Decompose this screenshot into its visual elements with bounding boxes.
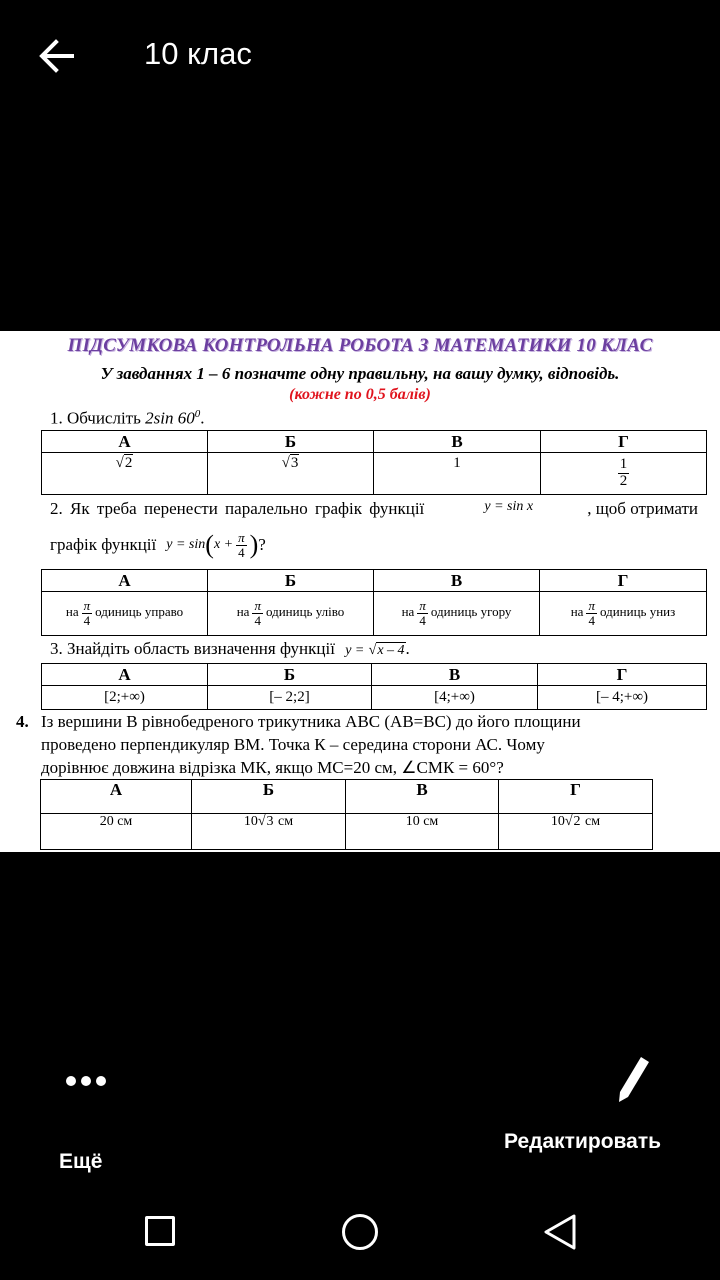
answer-b: √3 <box>208 453 374 495</box>
circle-icon[interactable] <box>342 1214 378 1250</box>
square-icon[interactable] <box>145 1216 175 1246</box>
answer-a: √2 <box>42 453 208 495</box>
answer-3a: [2;+∞) <box>42 686 208 710</box>
top-app-bar <box>0 0 720 112</box>
question-4-number: 4. <box>16 712 29 731</box>
pencil-icon <box>615 1055 651 1105</box>
photo-document <box>0 331 720 852</box>
answer-2d: на $\frac{\pi}{4}$ одиниць униз <box>540 592 707 636</box>
instruction-text: У завданнях 1 – 6 позначте одну правильну, на вашу думку, відповідь. <box>100 364 620 383</box>
header-a: А <box>42 431 208 453</box>
edit-label: Редактировать <box>504 1130 662 1153</box>
answer-3c: [4;+∞) <box>372 686 538 710</box>
question-3: 3. Знайдіть область визначення функції y = √x – 4. <box>50 639 410 658</box>
answer-2b: на $\frac{\pi}{4}$ одиниць уліво <box>208 592 374 636</box>
more-dots-icon <box>65 1075 107 1087</box>
answers-table-1 <box>41 430 707 495</box>
more-button[interactable] <box>40 1060 130 1173</box>
answer-4a: 20 см <box>41 814 192 850</box>
answer-4c: 10 см <box>346 814 499 850</box>
header-b: Б <box>208 431 374 453</box>
answer-d: $\frac{1}{2}$ <box>541 453 707 495</box>
system-navigation-bar <box>0 1184 720 1280</box>
question-4-line-1: Із вершини В рівнобедреного трикутника АВС (АВ=ВС) до його площини <box>41 712 581 731</box>
screen-title: 10 клас <box>144 36 252 71</box>
answer-c: 1 <box>374 453 541 495</box>
answer-4b: 10√3 см <box>192 814 346 850</box>
answers-table-3: А Б В Г [2;+∞) [– 2;2] [4;+∞) [– 4;+∞) <box>41 663 707 710</box>
answer-3d: [– 4;+∞) <box>538 686 707 710</box>
points-note: (кожне по 0,5 балів) <box>289 386 431 403</box>
back-button[interactable] <box>30 30 82 82</box>
document-title: ПІДСУМКОВА КОНТРОЛЬНА РОБОТА З МАТЕМАТИКИ 10 КЛАС <box>67 335 653 356</box>
header-d: Г <box>541 431 707 453</box>
arrow-left-icon <box>30 30 82 82</box>
question-2-line-1: 2. Як треба перенести паралельно графік функції y = sin x , щоб отримати <box>50 499 698 518</box>
answers-table-2: А Б В Г на $\frac{\pi}{4}$ одиниць управо на $\frac{\pi}{4}$ одиниць уліво на $\frac{\pi}{4}$ одиниць угору на $\frac{\pi}{4}$ одиниць униз <box>41 569 707 636</box>
answer-4d: 10√2 см <box>499 814 653 850</box>
answers-table-4: А Б В Г 20 см 10√3 см 10 см 10√2 см <box>40 779 653 850</box>
more-label: Ещё <box>59 1150 103 1173</box>
bottom-action-bar <box>0 1040 720 1173</box>
triangle-back-icon[interactable] <box>540 1212 580 1252</box>
header-c: В <box>374 431 541 453</box>
question-4-line-2: проведено перпендикуляр ВМ. Точка К – середина сторони АС. Чому <box>41 735 545 754</box>
answer-2c: на $\frac{\pi}{4}$ одиниць угору <box>374 592 540 636</box>
edit-button[interactable] <box>495 1055 695 1165</box>
answer-3b: [– 2;2] <box>208 686 372 710</box>
question-4-line-3: дорівнює довжина відрізка МК, якщо МС=20 см, ∠СМК = 60°? <box>41 758 504 777</box>
answer-2a: на $\frac{\pi}{4}$ одиниць управо <box>42 592 208 636</box>
question-1: 1. Обчисліть 2sin $60^0$. <box>50 408 205 428</box>
question-2-line-2: графік функції y = sin ( x + $\frac{\pi}{4}$ ) ? <box>50 529 266 560</box>
